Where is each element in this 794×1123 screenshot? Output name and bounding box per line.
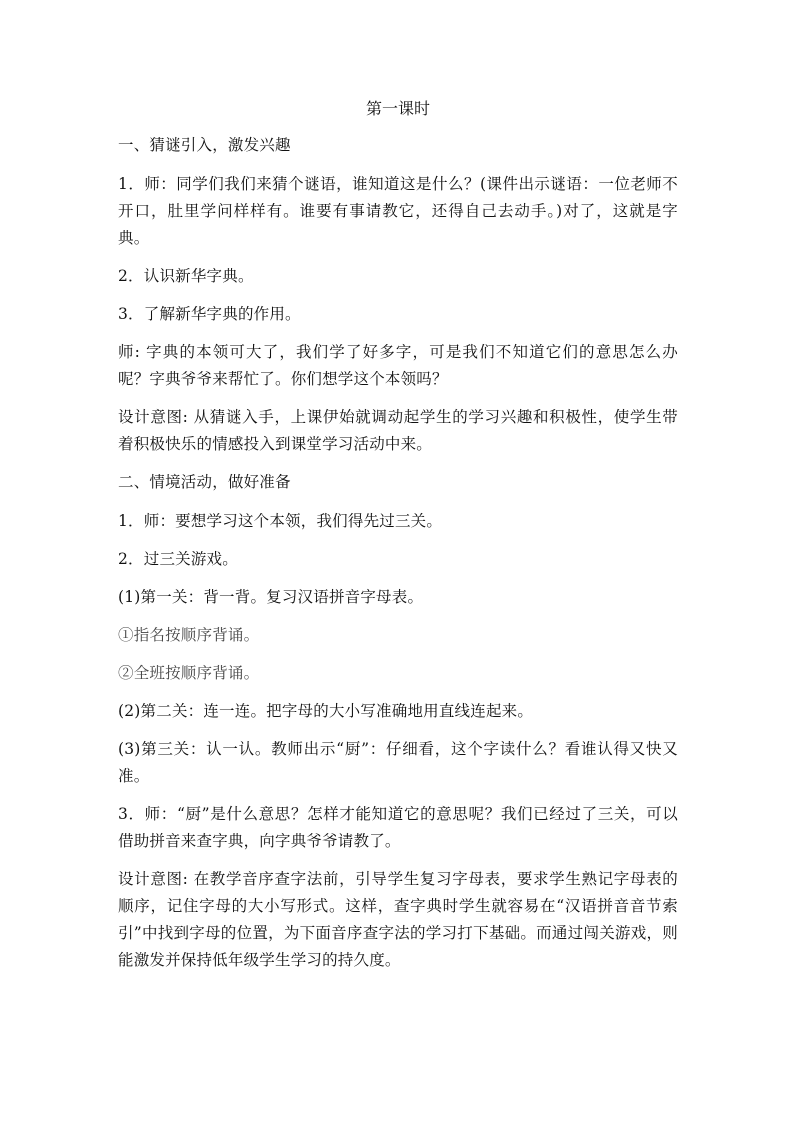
paragraph: (1)第一关：背一背。复习汉语拼音字母表。 bbox=[118, 588, 424, 606]
paragraph: (3)第三关：认一认。教师出示“厨”：仔细看，这个字读什么？看谁认得又快又准。 bbox=[118, 740, 678, 785]
document-title: 第一课时 bbox=[365, 99, 430, 118]
paragraph: 2．认识新华字典。 bbox=[118, 267, 254, 285]
document-page bbox=[118, 96, 678, 985]
paragraph: 3．了解新华字典的作用。 bbox=[118, 305, 301, 323]
paragraph: 师: 字典的本领可大了，我们学了好多字，可是我们不知道它们的意思怎么办呢？字典爷爷来帮忙了。你们想学这个本领吗？ bbox=[118, 343, 678, 388]
list-item: ①指名按顺序背诵。 bbox=[118, 626, 260, 644]
design-intent-paragraph: 设计意图: 从猜谜入手，上课伊始就调动起学生的学习兴趣和积极性，使学生带着积极快乐的情感投入到课堂学习活动中来。 bbox=[118, 408, 678, 453]
paragraph: 1．师：要想学习这个本领，我们得先过三关。 bbox=[118, 512, 443, 530]
paragraph: 1．师：同学们我们来猜个谜语，谁知道这是什么？(课件出示谜语：一位老师不开口，肚里学问样样有。谁要有事请教它，还得自己去动手。)对了，这就是字典。 bbox=[118, 175, 678, 247]
paragraph: (2)第二关：连一连。把字母的大小写准确地用直线连起来。 bbox=[118, 702, 534, 720]
paragraph: 2．过三关游戏。 bbox=[118, 550, 238, 568]
section-heading-1: 一、猜谜引入，激发兴趣 bbox=[118, 136, 291, 154]
paragraph: 3．师：“厨”是什么意思？怎样才能知道它的意思呢？我们已经过了三关，可以借助拼音来查字典，向字典爷爷请教了。 bbox=[118, 805, 678, 850]
design-intent-paragraph: 设计意图: 在教学音序查字法前，引导学生复习字母表，要求学生熟记字母表的顺序，记住字母的大小写形式。这样，查字典时学生就容易在“汉语拼音音节索引”中找到字母的位置，为下面音序查字法的学习打下基础。而通过闯关游戏，则能激发并保持低年级学生学习的持久度。 bbox=[118, 870, 678, 969]
list-item: ②全班按顺序背诵。 bbox=[118, 664, 260, 682]
section-heading-2: 二、情境活动，做好准备 bbox=[118, 473, 291, 491]
